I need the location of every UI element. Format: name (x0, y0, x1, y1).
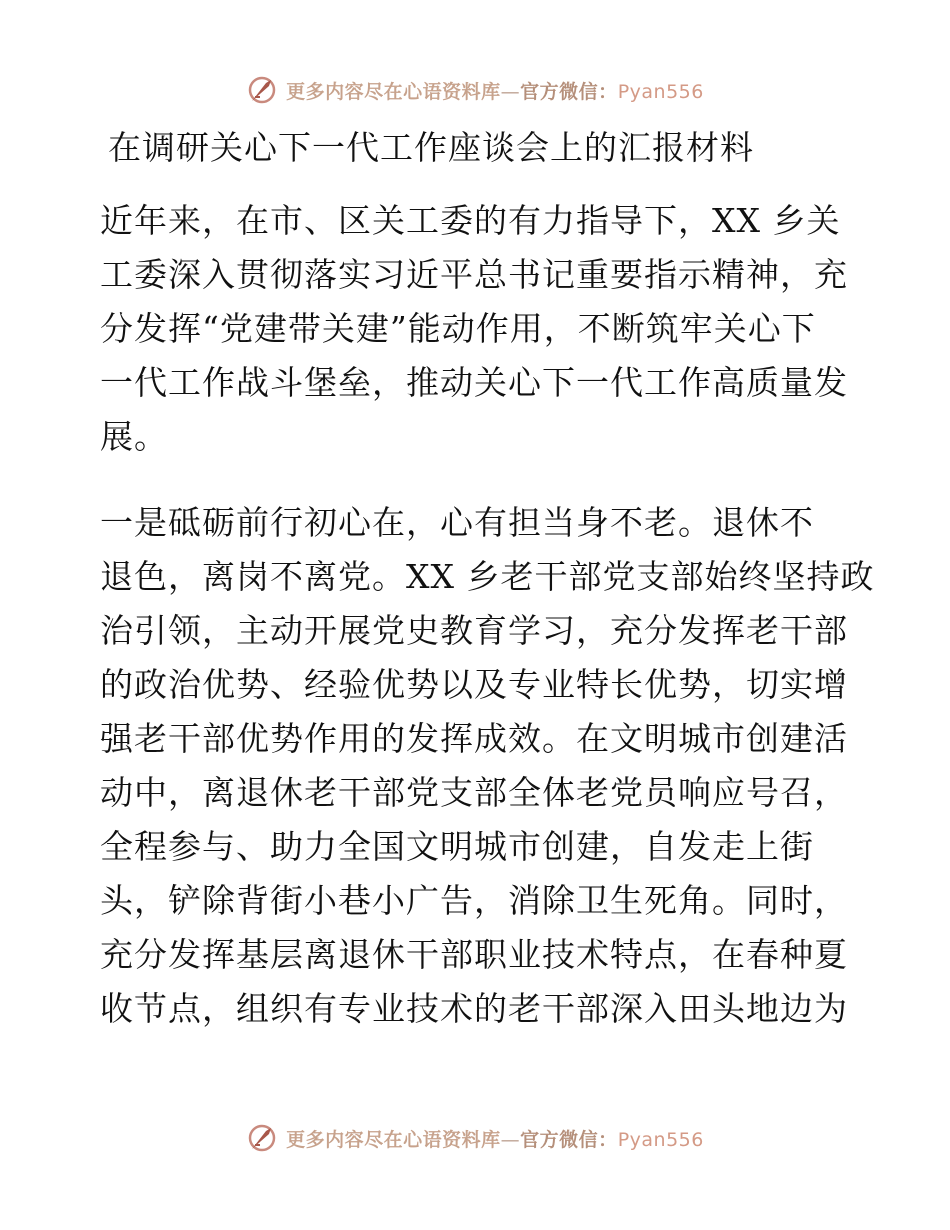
document-title: 在调研关心下一代工作座谈会上的汇报材料 (108, 128, 754, 167)
watermark-text (286, 1125, 704, 1152)
paragraph-line: 的政治优势、经验优势以及专业特长优势，切实增 (100, 665, 848, 704)
paragraph-line: 工委深入贯彻落实习近平总书记重要指示精神，充 (100, 255, 848, 294)
paragraph-line: 近年来，在市、区关工委的有力指导下，XX 乡关 (100, 201, 841, 240)
watermark-wechat-label: 官方微信： (520, 1128, 618, 1151)
watermark-main-text: 更多内容尽在心语资料库 (286, 80, 501, 103)
quill-pen-logo-icon (246, 74, 278, 106)
paragraph-line: 强老干部优势作用的发挥成效。在文明城市创建活 (100, 719, 848, 758)
paragraph-line: 退色，离岗不离党。XX 乡老干部党支部始终坚持政 (100, 557, 875, 596)
paragraph-line: 充分发挥基层离退休干部职业技术特点，在春种夏 (100, 935, 848, 974)
paragraph-intro (100, 194, 855, 464)
footer-watermark (246, 1122, 704, 1154)
paragraph-line: 收节点，组织有专业技术的老干部深入田头地边为 (100, 989, 848, 1028)
watermark-separator: — (500, 1128, 521, 1151)
paragraph-line: 动中，离退休老干部党支部全体老党员响应号召， (100, 773, 848, 812)
watermark-wechat-label: 官方微信： (520, 80, 618, 103)
paragraph-section-one (100, 496, 875, 1036)
watermark-text (286, 77, 704, 104)
watermark-wechat-id: Pyan556 (617, 1128, 704, 1151)
watermark-separator: — (500, 80, 521, 103)
paragraph-line: 全程参与、助力全国文明城市创建，自发走上街 (100, 827, 814, 866)
footer-watermark-banner (0, 1118, 950, 1158)
header-watermark-banner (0, 70, 950, 110)
paragraph-line: 一代工作战斗堡垒，推动关心下一代工作高质量发 (100, 363, 848, 402)
watermark-wechat-id: Pyan556 (617, 80, 704, 103)
watermark-main-text: 更多内容尽在心语资料库 (286, 1128, 501, 1151)
paragraph-line: 治引领，主动开展党史教育学习，充分发挥老干部 (100, 611, 848, 650)
paragraph-line: 头，铲除背街小巷小广告，消除卫生死角。同时， (100, 881, 848, 920)
paragraph-line: 一是砥砺前行初心在，心有担当身不老。退休不 (100, 503, 814, 542)
header-watermark (246, 74, 704, 106)
paragraph-line: 分发挥“党建带关建”能动作用，不断筑牢关心下 (100, 309, 816, 348)
quill-pen-logo-icon (246, 1122, 278, 1154)
paragraph-line: 展。 (100, 417, 168, 456)
